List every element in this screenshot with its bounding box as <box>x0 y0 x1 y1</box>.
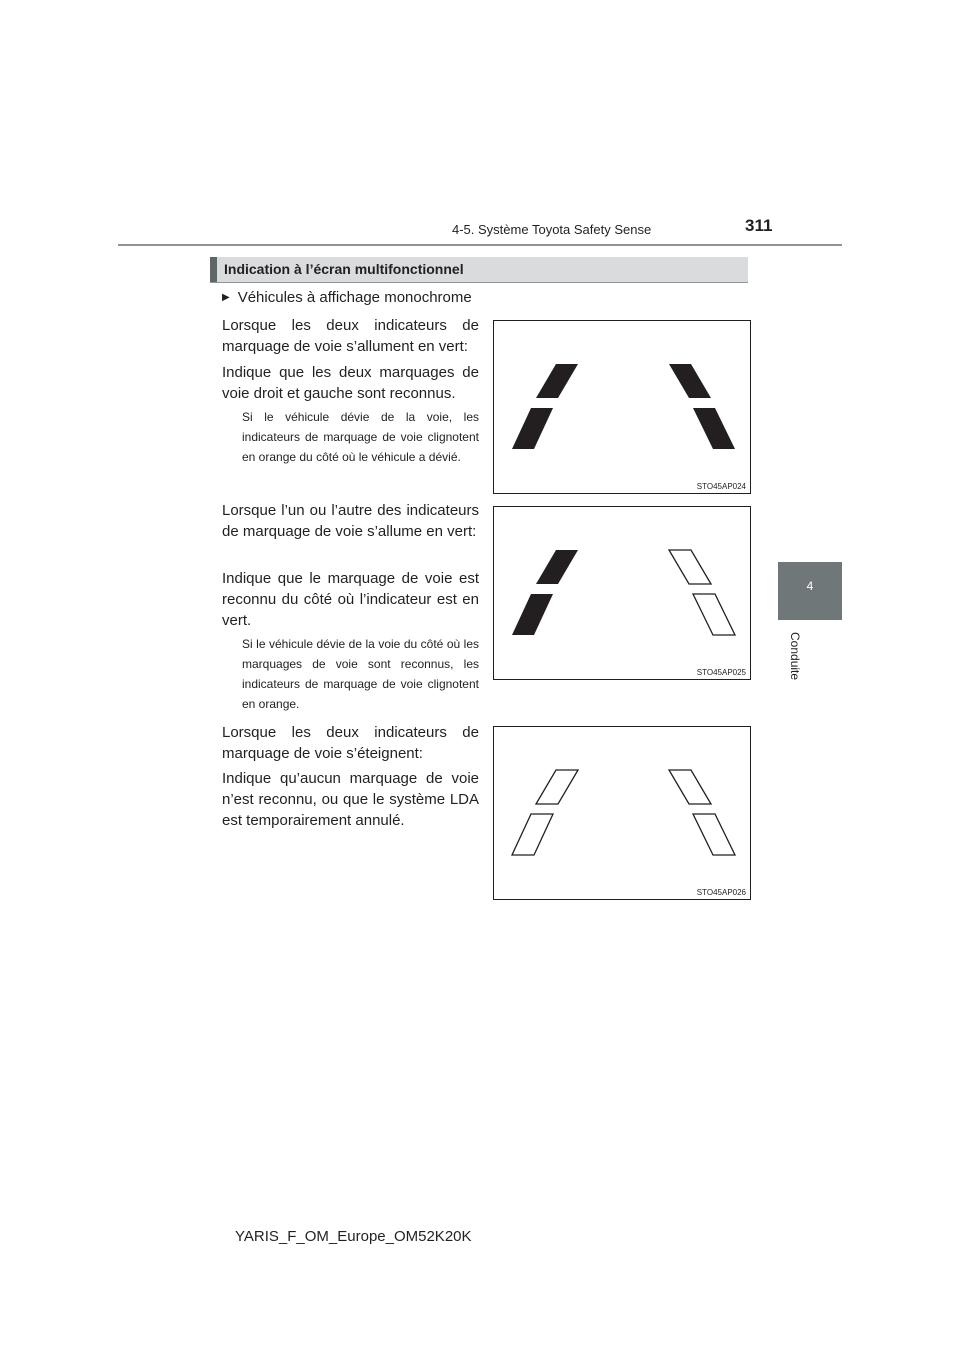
block-2-note: Si le véhicule dévie de la voie du côté où les marquages de voie sont reconnus, les indicateurs de marquage de voie clignotent en orange. <box>242 637 479 711</box>
block-2-condition: Lorsque l’un ou l’autre des indicateurs de marquage de voie s’allume en vert: <box>222 502 479 540</box>
header-divider <box>118 244 842 246</box>
running-header: 4-5. Système Toyota Safety Sense <box>452 222 652 237</box>
figure-lane-both-on <box>493 320 751 494</box>
figure-code: STO45AP026 <box>696 888 746 897</box>
figure-code: STO45AP024 <box>696 482 746 491</box>
left-lane-marker-lower <box>512 594 553 635</box>
right-lane-marker-upper-outline <box>669 770 711 804</box>
right-lane-marker-lower <box>693 408 735 449</box>
block-2-meaning: Indique que le marquage de voie est reconnu du côté où l’indicateur est en vert. <box>222 570 479 629</box>
left-lane-marker-upper <box>536 550 578 584</box>
section-heading-marker <box>210 257 217 282</box>
chapter-label: Conduite <box>788 632 802 681</box>
page-number: 311 <box>745 216 773 235</box>
block-1-meaning: Indique que les deux marquages de voie droit et gauche sont reconnus. <box>222 364 479 402</box>
block-3-condition: Lorsque les deux indicateurs de marquage de voie s’éteignent: <box>222 724 479 762</box>
right-lane-marker-lower-outline <box>693 814 735 855</box>
section-title: Indication à l’écran multifonctionnel <box>224 261 464 277</box>
lane-indicator-illustration <box>494 321 750 493</box>
bullet-item <box>222 289 472 306</box>
block-1-condition: Lorsque les deux indicateurs de marquage de voie s’allument en vert: <box>222 317 479 355</box>
right-lane-marker-upper <box>669 364 711 398</box>
bullet-text: Véhicules à affichage monochrome <box>237 289 472 306</box>
right-lane-marker-lower-outline <box>693 594 735 635</box>
left-lane-marker-upper-outline <box>536 770 578 804</box>
figure-lane-both-off <box>493 726 751 900</box>
block-1-note: Si le véhicule dévie de la voie, les indicateurs de marquage de voie clignotent en orange du côté où le véhicule a dévié. <box>242 410 479 464</box>
lane-indicator-illustration <box>494 507 750 679</box>
triangle-right-icon: ▶ <box>222 292 230 303</box>
section-heading-bar <box>210 257 748 283</box>
left-lane-marker-upper <box>536 364 578 398</box>
figure-code: STO45AP025 <box>696 668 746 677</box>
right-lane-marker-upper-outline <box>669 550 711 584</box>
lane-indicator-illustration <box>494 727 750 899</box>
left-lane-marker-lower <box>512 408 553 449</box>
block-3-meaning: Indique qu’aucun marquage de voie n’est reconnu, ou que le système LDA est temporairement annulé. <box>222 770 479 829</box>
footer-document-id: YARIS_F_OM_Europe_OM52K20K <box>235 1228 472 1245</box>
figure-lane-one-on <box>493 506 751 680</box>
left-lane-marker-lower-outline <box>512 814 553 855</box>
chapter-tab: 4 <box>778 562 842 620</box>
